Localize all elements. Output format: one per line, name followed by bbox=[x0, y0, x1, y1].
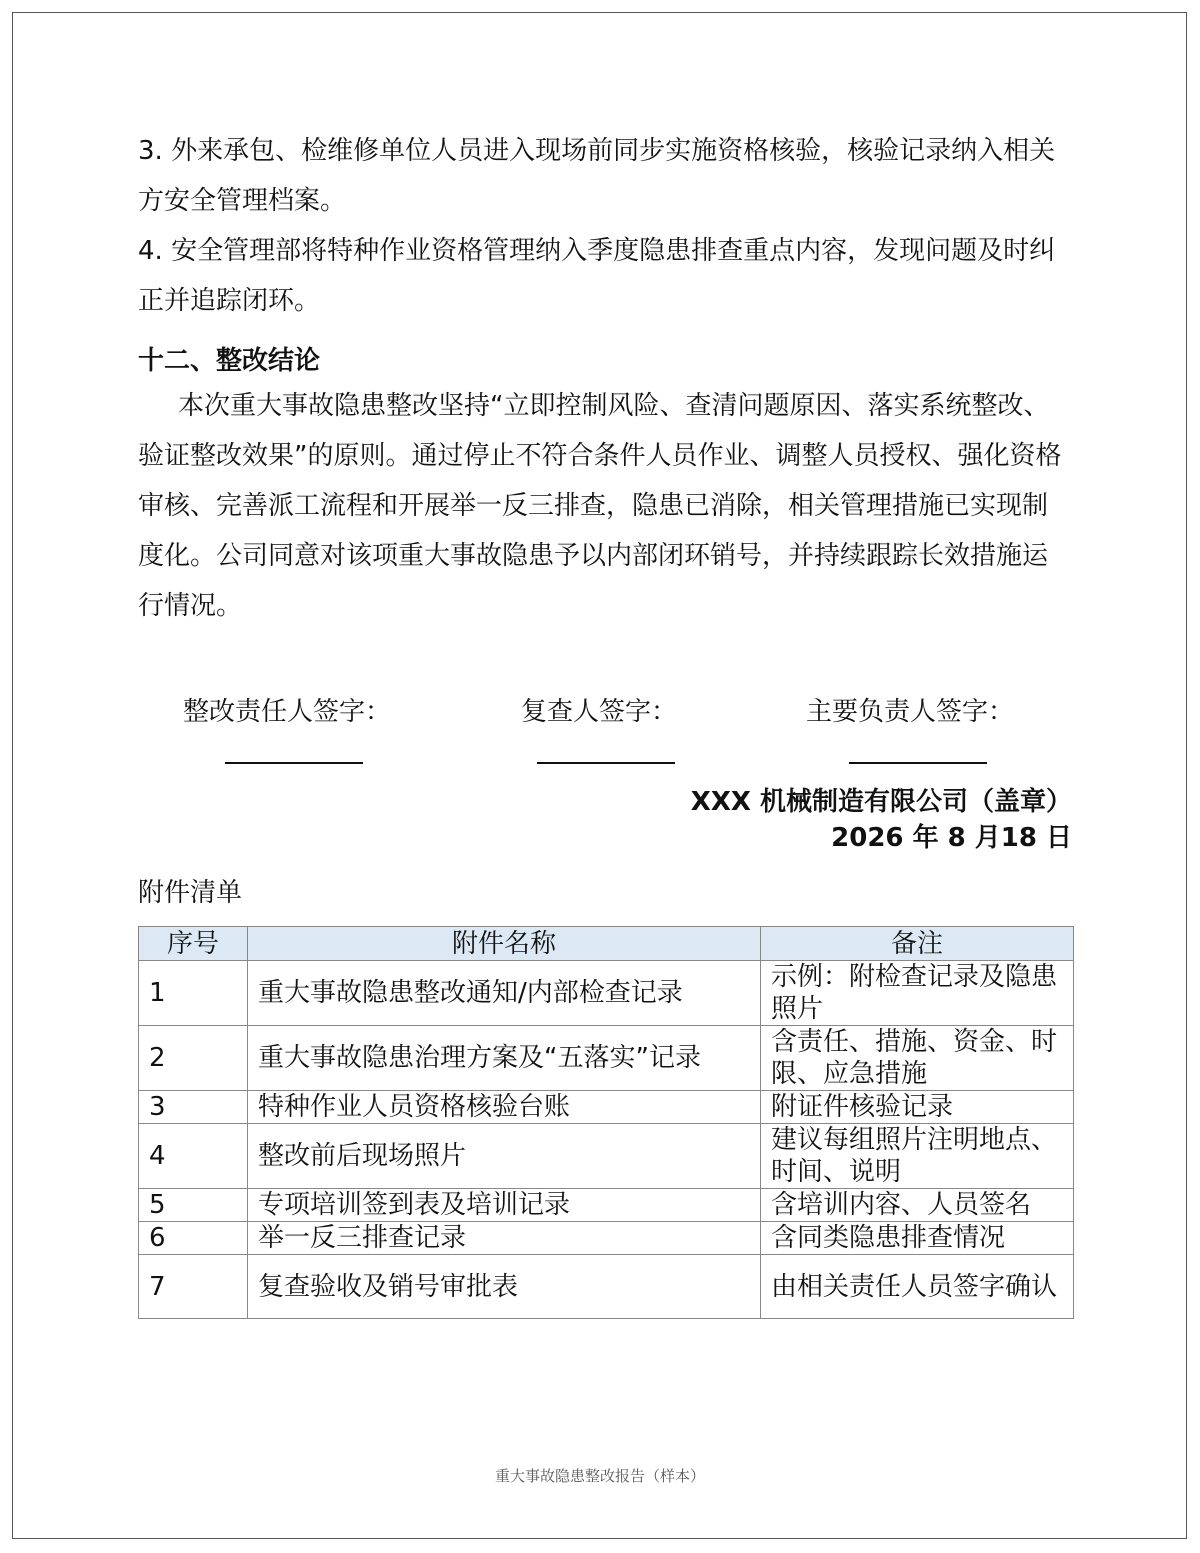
table-header-row bbox=[139, 927, 1074, 961]
cell-no: 7 bbox=[139, 1255, 248, 1319]
cell-name: 重大事故隐患整改通知/内部检查记录 bbox=[248, 961, 761, 1026]
table-row bbox=[139, 1124, 1074, 1189]
cell-note: 由相关责任人员签字确认 bbox=[761, 1255, 1074, 1319]
attachment-list-title: 附件清单 bbox=[138, 878, 243, 908]
signature-line-reviewer bbox=[537, 762, 675, 764]
signature-line-principal bbox=[849, 762, 987, 764]
cell-name: 重大事故隐患治理方案及“五落实”记录 bbox=[248, 1026, 761, 1091]
table-row bbox=[139, 961, 1074, 1026]
table-row bbox=[139, 1189, 1074, 1222]
cell-note: 含责任、措施、资金、时限、应急措施 bbox=[761, 1026, 1074, 1091]
cell-no: 1 bbox=[139, 961, 248, 1026]
paragraph-item-3: 3. 外来承包、检维修单位人员进入现场前同步实施资格核验，核验记录纳入相关方安全管理档案。 bbox=[138, 136, 1056, 216]
signature-label-rectifier: 整改责任人签字： bbox=[183, 697, 392, 727]
table-row bbox=[139, 1255, 1074, 1319]
cell-note: 建议每组照片注明地点、时间、说明 bbox=[761, 1124, 1074, 1189]
signature-line-rectifier bbox=[225, 762, 363, 764]
cell-note: 附证件核验记录 bbox=[761, 1091, 1074, 1124]
signature-label-principal: 主要负责人签字： bbox=[806, 697, 1015, 727]
paragraph-item-4: 4. 安全管理部将特种作业资格管理纳入季度隐患排查重点内容，发现问题及时纠正并追踪闭环。 bbox=[138, 236, 1056, 316]
cell-name: 专项培训签到表及培训记录 bbox=[248, 1189, 761, 1222]
report-date: 2026 年 8 月18 日 bbox=[831, 823, 1072, 853]
cell-note: 含培训内容、人员签名 bbox=[761, 1189, 1074, 1222]
cell-name: 举一反三排查记录 bbox=[248, 1222, 761, 1255]
attachment-table bbox=[138, 926, 1074, 1319]
cell-no: 5 bbox=[139, 1189, 248, 1222]
cell-no: 3 bbox=[139, 1091, 248, 1124]
table-row bbox=[139, 1026, 1074, 1091]
table-row bbox=[139, 1222, 1074, 1255]
cell-note: 含同类隐患排查情况 bbox=[761, 1222, 1074, 1255]
cell-note: 示例：附检查记录及隐患照片 bbox=[761, 961, 1074, 1026]
cell-no: 6 bbox=[139, 1222, 248, 1255]
cell-no: 4 bbox=[139, 1124, 248, 1189]
page-footer: 重大事故隐患整改报告（样本） bbox=[494, 1467, 705, 1485]
company-seal-name: XXX 机械制造有限公司（盖章） bbox=[690, 787, 1072, 817]
cell-name: 复查验收及销号审批表 bbox=[248, 1255, 761, 1319]
cell-name: 整改前后现场照片 bbox=[248, 1124, 761, 1189]
column-header-note: 备注 bbox=[761, 927, 1074, 961]
section-body: 本次重大事故隐患整改坚持“立即控制风险、查清问题原因、落实系统整改、验证整改效果”的原则。通过停止不符合条件人员作业、调整人员授权、强化资格审核、完善派工流程和开展举一反三排查，隐患已消除，相关管理措施已实现制度化。公司同意对该项重大事故隐患予以内部闭环销号，并持续跟踪长效措施运行情况。 bbox=[138, 391, 1062, 621]
signature-label-reviewer: 复查人签字： bbox=[521, 697, 678, 727]
table-row bbox=[139, 1091, 1074, 1124]
cell-name: 特种作业人员资格核验台账 bbox=[248, 1091, 761, 1124]
column-header-name: 附件名称 bbox=[248, 927, 761, 961]
column-header-no: 序号 bbox=[139, 927, 248, 961]
section-heading: 十二、整改结论 bbox=[138, 346, 321, 376]
cell-no: 2 bbox=[139, 1026, 248, 1091]
